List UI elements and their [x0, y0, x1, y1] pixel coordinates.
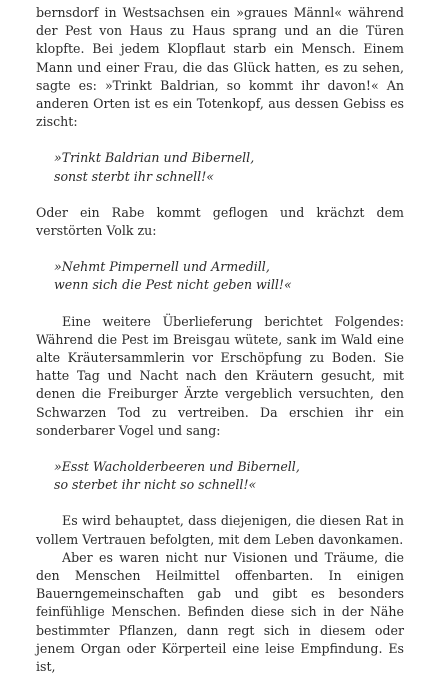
spacer — [36, 494, 404, 512]
verse-line: wenn sich die Pest nicht geben will!« — [54, 277, 292, 293]
verse-pimpernell — [36, 258, 404, 294]
paragraph-sensitive-people: Aber es waren nicht nur Visionen und Träume, die den Menschen Heilmittel offenbarten. In einigen Bauerngemeinschaften gab und gibt es besonders feinfühlige Menschen. Befinden diese sich in der Nähe bestimmter Pflanzen, dann regt sich in diesem oder jenem Organ oder Körperteil eine leise Empfindung. Es ist, — [36, 549, 404, 675]
verse-baldrian — [36, 149, 404, 185]
verse-line: »Trinkt Baldrian und Bibernell, — [54, 150, 255, 166]
verse-line: »Nehmt Pimpernell und Armedill, — [54, 259, 270, 275]
paragraph-grey-man: bernsdorf in Westsachsen ein »graues Männl« während der Pest von Haus zu Haus sprang und an die Türen klopfte. Bei jedem Klopflaut starb ein Mensch. Einem Mann und einer Frau, die das Glück hatten, es zu sehen, sagte es: »Trinkt Baldrian, so kommt ihr davon!« An anderen Orten ist es ein Totenkopf, aus dessen Gebiss es zischt: — [36, 5, 404, 130]
spacer — [36, 240, 404, 258]
verse-line: sonst sterbt ihr schnell!« — [54, 168, 214, 184]
verse-wacholder — [36, 458, 404, 494]
paragraph-raven: Oder ein Rabe kommt geflogen und krächzt dem verstörten Volk zu: — [36, 204, 404, 239]
verse-line: so sterbet ihr nicht so schnell!« — [54, 477, 257, 493]
spacer — [36, 131, 404, 149]
paragraph-advice: Es wird behauptet, dass diejenigen, die diesen Rat in vollem Vertrauen befolgten, mit dem Leben davonkamen. — [36, 513, 404, 547]
spacer — [36, 186, 404, 204]
paragraph-breisgau: Eine weitere Überlieferung berichtet Folgendes: Während die Pest im Breisgau wütete, sank im Wald eine alte Kräutersammlerin vor Erschöpfung zu Boden. Sie hatte Tag und Nacht nach den Kräutern gesucht, mit denen die Freiburger Ärzte vergeblich versuchten, den Schwarzen Tod zu vertreiben. Da erschien ihr ein sonderbarer Vogel und sang: — [36, 313, 404, 438]
spacer — [36, 440, 404, 458]
verse-line: »Esst Wacholderbeeren und Bibernell, — [54, 459, 300, 475]
spacer — [36, 295, 404, 313]
